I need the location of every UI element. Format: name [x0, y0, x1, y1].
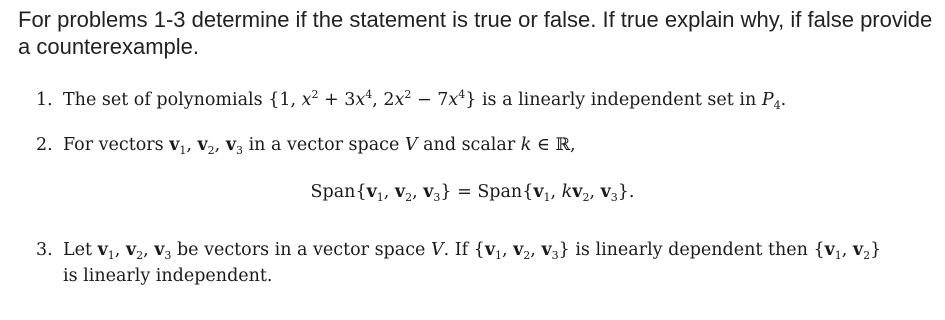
instructions-text: For problems 1-3 determine if the statement is true or false. If true explain why, if false provide a counterexample. [18, 7, 933, 59]
problem-2-prefix: For vectors [63, 135, 164, 155]
problem-2-middle: in a vector space [248, 135, 400, 155]
equation-lhs-label: Span [310, 182, 356, 202]
problem-1-prefix: The set of polynomials [63, 90, 263, 110]
problem-3-prefix: Let [63, 240, 93, 260]
problem-1-number: 1. [36, 90, 53, 110]
problem-2-vectors: $v_1$, $v_2$, $v_3$ [169, 135, 243, 157]
problem-1-polynomial-set: {1, $x^2 + 3x^4$, $2x^2 - 7x^4$} [268, 88, 477, 110]
problem-3-space: V [430, 240, 444, 260]
problem-3-set-a: {$v_1$, $v_2$, $v_3$} [473, 240, 570, 262]
problem-2-equation: $Span\{v_1$, $v_2$, $v_3$} = $Span\{v_1$, $kv_2$, $v_3$}. [310, 182, 635, 204]
problem-3-middle3: is linearly dependent then [575, 240, 808, 260]
equation-rhs-label: Span [477, 182, 523, 202]
problem-3-vectors: $v_1$, $v_2$, $v_3$ [97, 240, 172, 262]
problem-3-line2: is linearly independent. [63, 266, 273, 286]
problem-2-text [63, 133, 576, 158]
problem-3-middle: be vectors in a vector space [176, 240, 426, 260]
problem-3-number: 3. [36, 240, 53, 260]
problem-1-suffix: is a linearly independent set in [481, 90, 757, 110]
problem-1-text [63, 88, 786, 113]
problem-2-scalar: k ∈ ℝ, [520, 135, 576, 155]
problem-2-number: 2. [36, 135, 53, 155]
problem-3-text [63, 238, 881, 263]
problem-3-middle2: . If [443, 240, 469, 260]
problem-3-set-b: {$v_1$, $v_2$} [813, 240, 882, 262]
problem-2-space: V [404, 135, 418, 155]
problem-2-middle2: and scalar [423, 135, 516, 155]
problem-1-space: $P_4$. [761, 90, 787, 112]
